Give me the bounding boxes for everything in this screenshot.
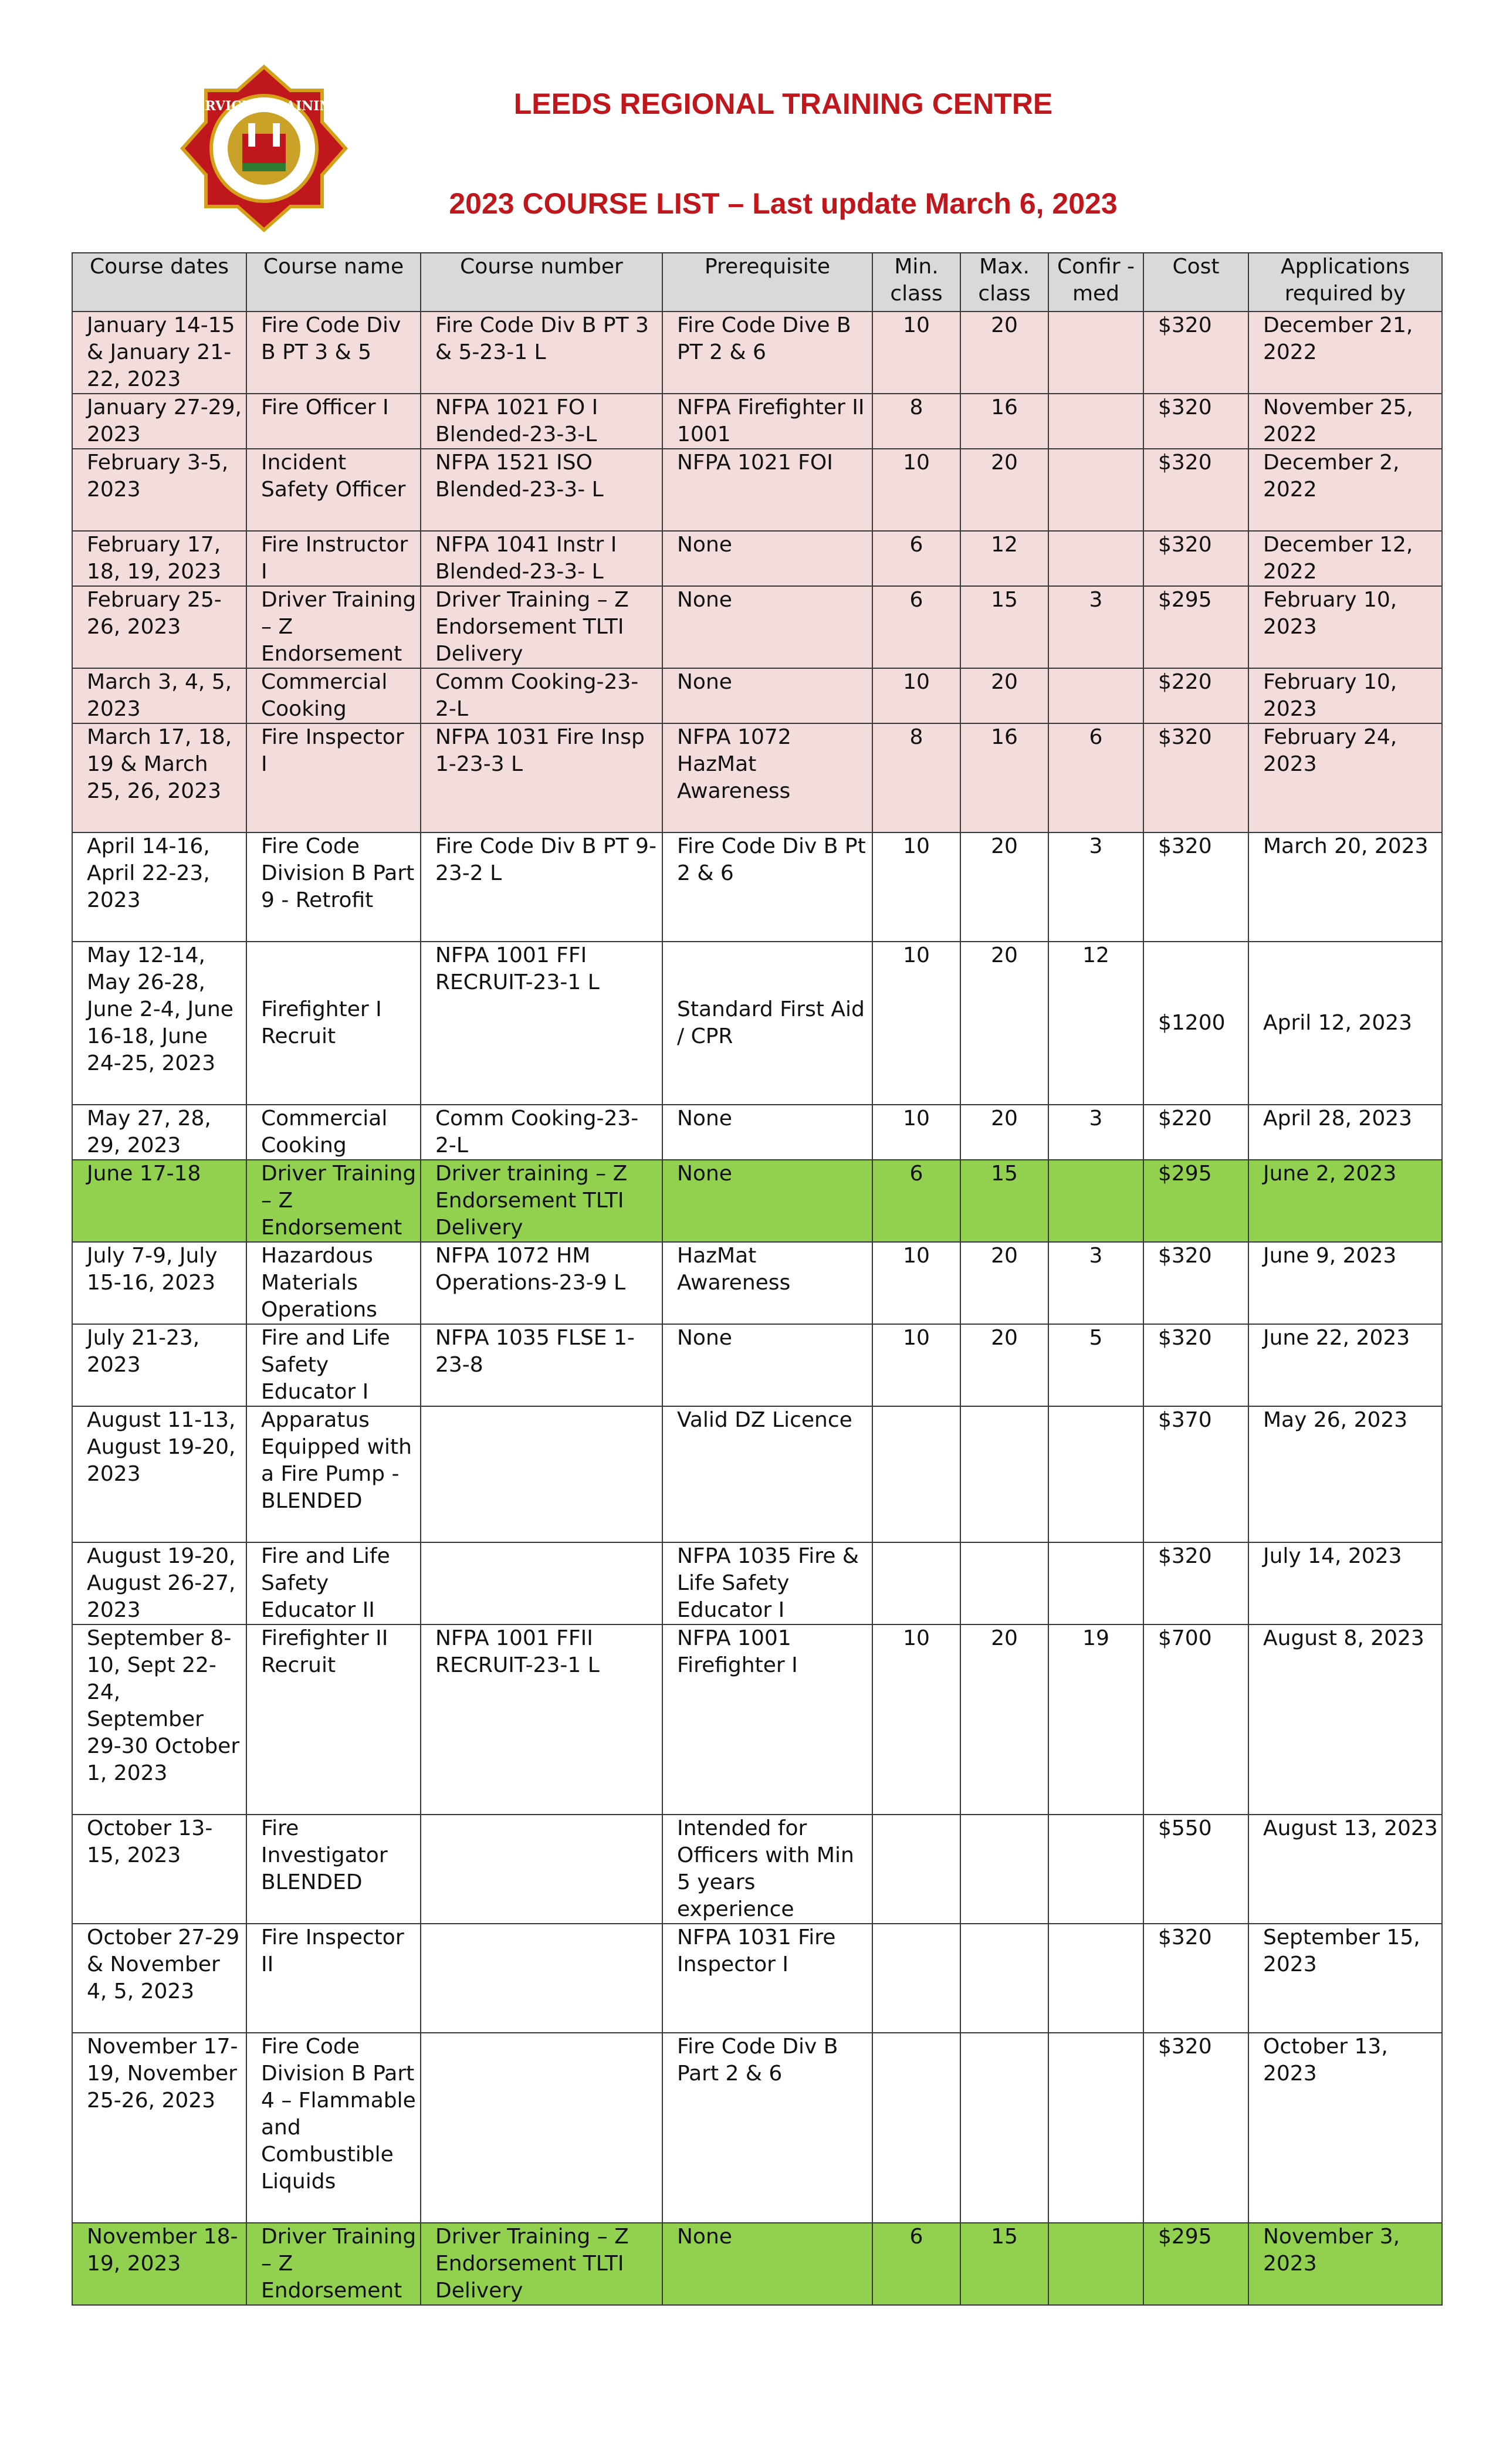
- cell-confirmed: 3: [1048, 1105, 1143, 1160]
- cell-min: 6: [872, 2223, 960, 2305]
- cell-confirmed: [1048, 312, 1143, 394]
- header-max-class: Max. class: [960, 253, 1048, 312]
- cell-min: 6: [872, 531, 960, 586]
- table-row: [72, 312, 1442, 394]
- header-course-name: Course name: [246, 253, 421, 312]
- table-row: [72, 723, 1442, 832]
- cell-confirmed: [1048, 449, 1143, 531]
- cell-apply-by: July 14, 2023: [1248, 1542, 1442, 1624]
- cell-name: Fire Officer I: [246, 394, 421, 449]
- cell-number: NFPA 1021 FO I Blended-23-3-L: [421, 394, 662, 449]
- cell-name: Incident Safety Officer: [246, 449, 421, 531]
- cell-apply-by: August 8, 2023: [1248, 1624, 1442, 1815]
- header-course-dates: Course dates: [72, 253, 246, 312]
- header-min-class: Min. class: [872, 253, 960, 312]
- cell-confirmed: [1048, 1924, 1143, 2033]
- cell-confirmed: 12: [1048, 942, 1143, 1105]
- cell-apply-by: November 25, 2022: [1248, 394, 1442, 449]
- cell-number: NFPA 1521 ISO Blended-23-3- L: [421, 449, 662, 531]
- cell-number: Driver Training – Z Endorsement TLTI Delivery: [421, 2223, 662, 2305]
- cell-dates: January 27-29, 2023: [72, 394, 246, 449]
- cell-confirmed: [1048, 668, 1143, 723]
- cell-dates: January 14-15 & January 21-22, 2023: [72, 312, 246, 394]
- cell-name: Fire Code Division B Part 4 – Flammable and Combustible Liquids: [246, 2033, 421, 2223]
- cell-confirmed: 6: [1048, 723, 1143, 832]
- table-row: [72, 1105, 1442, 1160]
- table-row: [72, 586, 1442, 668]
- cell-min: 10: [872, 1242, 960, 1324]
- table-row: [72, 531, 1442, 586]
- cell-dates: September 8-10, Sept 22-24, September 29-30 October 1, 2023: [72, 1624, 246, 1815]
- cell-confirmed: 3: [1048, 832, 1143, 942]
- cell-cost: $550: [1143, 1815, 1248, 1924]
- cell-dates: May 27, 28, 29, 2023: [72, 1105, 246, 1160]
- cell-max: 20: [960, 1242, 1048, 1324]
- cell-cost: $1200: [1143, 942, 1248, 1105]
- cell-name: Apparatus Equipped with a Fire Pump - BLENDED: [246, 1406, 421, 1542]
- cell-max: [960, 2033, 1048, 2223]
- cell-apply-by: May 26, 2023: [1248, 1406, 1442, 1542]
- cell-prereq: Fire Code Div B Part 2 & 6: [662, 2033, 872, 2223]
- cell-min: [872, 1542, 960, 1624]
- cell-prereq: NFPA 1031 Fire Inspector I: [662, 1924, 872, 2033]
- cell-cost: $320: [1143, 1924, 1248, 2033]
- table-row: [72, 1406, 1442, 1542]
- cell-apply-by: December 2, 2022: [1248, 449, 1442, 531]
- cell-min: 10: [872, 1624, 960, 1815]
- cell-name: Fire Instructor I: [246, 531, 421, 586]
- cell-min: 10: [872, 449, 960, 531]
- cell-min: 8: [872, 394, 960, 449]
- cell-confirmed: [1048, 1160, 1143, 1242]
- cell-number: NFPA 1035 FLSE 1-23-8: [421, 1324, 662, 1406]
- cell-number: NFPA 1001 FFII RECRUIT-23-1 L: [421, 1624, 662, 1815]
- cell-apply-by: April 28, 2023: [1248, 1105, 1442, 1160]
- cell-name: Hazardous Materials Operations: [246, 1242, 421, 1324]
- cell-max: 15: [960, 2223, 1048, 2305]
- cell-apply-by: December 12, 2022: [1248, 531, 1442, 586]
- cell-dates: February 3-5, 2023: [72, 449, 246, 531]
- cell-prereq: NFPA 1021 FOI: [662, 449, 872, 531]
- cell-number: Fire Code Div B PT 9-23-2 L: [421, 832, 662, 942]
- cell-apply-by: December 21, 2022: [1248, 312, 1442, 394]
- header-prerequisite: Prerequisite: [662, 253, 872, 312]
- cell-name: Fire Inspector II: [246, 1924, 421, 2033]
- cell-cost: $295: [1143, 1160, 1248, 1242]
- cell-apply-by: June 22, 2023: [1248, 1324, 1442, 1406]
- cell-confirmed: [1048, 2033, 1143, 2223]
- cell-apply-by: August 13, 2023: [1248, 1815, 1442, 1924]
- cell-name: Commercial Cooking: [246, 1105, 421, 1160]
- cell-prereq: HazMat Awareness: [662, 1242, 872, 1324]
- table-row: [72, 668, 1442, 723]
- cell-dates: November 18-19, 2023: [72, 2223, 246, 2305]
- cell-number: NFPA 1001 FFI RECRUIT-23-1 L: [421, 942, 662, 1105]
- cell-max: 20: [960, 312, 1048, 394]
- cell-prereq: Fire Code Div B Pt 2 & 6: [662, 832, 872, 942]
- cell-apply-by: April 12, 2023: [1248, 942, 1442, 1105]
- table-row: [72, 1242, 1442, 1324]
- cell-max: [960, 1924, 1048, 2033]
- cell-confirmed: 3: [1048, 586, 1143, 668]
- cell-name: Fire and Life Safety Educator I: [246, 1324, 421, 1406]
- cell-min: 10: [872, 942, 960, 1105]
- cell-name: Firefighter I Recruit: [246, 942, 421, 1105]
- cell-dates: October 27-29 & November 4, 5, 2023: [72, 1924, 246, 2033]
- table-row: [72, 2223, 1442, 2305]
- cell-number: [421, 1815, 662, 1924]
- cell-min: [872, 1924, 960, 2033]
- logo-text: TLTI EMERGENCY SERVICES TRAINING CENTRE Est. 2010: [46, 99, 482, 114]
- table-row: [72, 394, 1442, 449]
- cell-max: 20: [960, 449, 1048, 531]
- cell-cost: $320: [1143, 449, 1248, 531]
- cell-confirmed: 5: [1048, 1324, 1143, 1406]
- cell-confirmed: [1048, 1406, 1143, 1542]
- cell-cost: $295: [1143, 586, 1248, 668]
- cell-apply-by: June 9, 2023: [1248, 1242, 1442, 1324]
- cell-prereq: Fire Code Dive B PT 2 & 6: [662, 312, 872, 394]
- cell-number: [421, 1542, 662, 1624]
- cell-prereq: None: [662, 531, 872, 586]
- cell-dates: October 13-15, 2023: [72, 1815, 246, 1924]
- cell-name: Fire Investigator BLENDED: [246, 1815, 421, 1924]
- cell-min: 6: [872, 1160, 960, 1242]
- cell-max: 20: [960, 1624, 1048, 1815]
- table-header-row: [72, 253, 1442, 312]
- cell-cost: $320: [1143, 2033, 1248, 2223]
- cell-number: [421, 1406, 662, 1542]
- cell-dates: March 17, 18, 19 & March 25, 26, 2023: [72, 723, 246, 832]
- cell-min: 10: [872, 312, 960, 394]
- cell-apply-by: November 3, 2023: [1248, 2223, 1442, 2305]
- table-row: [72, 1624, 1442, 1815]
- table-row: [72, 942, 1442, 1105]
- cell-min: 6: [872, 586, 960, 668]
- cell-max: 16: [960, 394, 1048, 449]
- cell-name: Fire and Life Safety Educator II: [246, 1542, 421, 1624]
- list-title: 2023 COURSE LIST – Last update March 6, 2023: [449, 187, 1118, 220]
- cell-number: NFPA 1041 Instr I Blended-23-3- L: [421, 531, 662, 586]
- cell-prereq: Standard First Aid / CPR: [662, 942, 872, 1105]
- cell-cost: $320: [1143, 1242, 1248, 1324]
- cell-max: 15: [960, 586, 1048, 668]
- cell-cost: $295: [1143, 2223, 1248, 2305]
- header-cost: Cost: [1143, 253, 1248, 312]
- cell-cost: $320: [1143, 1324, 1248, 1406]
- cell-prereq: NFPA 1072 HazMat Awareness: [662, 723, 872, 832]
- table-row: [72, 1160, 1442, 1242]
- cell-cost: $220: [1143, 668, 1248, 723]
- cell-max: 20: [960, 942, 1048, 1105]
- tlti-logo: [46, 63, 482, 233]
- cell-name: Commercial Cooking: [246, 668, 421, 723]
- cell-apply-by: October 13, 2023: [1248, 2033, 1442, 2223]
- cell-name: Firefighter II Recruit: [246, 1624, 421, 1815]
- cell-max: 20: [960, 1105, 1048, 1160]
- cell-prereq: NFPA 1001 Firefighter I: [662, 1624, 872, 1815]
- cell-dates: February 17, 18, 19, 2023: [72, 531, 246, 586]
- cell-name: Fire Code Div B PT 3 & 5: [246, 312, 421, 394]
- cell-max: 12: [960, 531, 1048, 586]
- cell-max: 16: [960, 723, 1048, 832]
- cell-dates: November 17-19, November 25-26, 2023: [72, 2033, 246, 2223]
- cell-prereq: None: [662, 668, 872, 723]
- cell-min: [872, 1815, 960, 1924]
- cell-number: Driver Training – Z Endorsement TLTI Delivery: [421, 586, 662, 668]
- cell-max: [960, 1542, 1048, 1624]
- cell-max: [960, 1406, 1048, 1542]
- cell-apply-by: March 20, 2023: [1248, 832, 1442, 942]
- header-confirmed: Confir -med: [1048, 253, 1143, 312]
- cell-min: [872, 2033, 960, 2223]
- cell-dates: July 21-23, 2023: [72, 1324, 246, 1406]
- cell-max: 20: [960, 832, 1048, 942]
- cell-apply-by: February 10, 2023: [1248, 586, 1442, 668]
- cell-confirmed: [1048, 531, 1143, 586]
- cell-min: 8: [872, 723, 960, 832]
- table-row: [72, 2033, 1442, 2223]
- cell-cost: $320: [1143, 531, 1248, 586]
- header-applications-by: Applications required by: [1248, 253, 1442, 312]
- cell-name: Driver Training – Z Endorsement: [246, 586, 421, 668]
- cell-prereq: None: [662, 1324, 872, 1406]
- cell-confirmed: [1048, 394, 1143, 449]
- cell-dates: August 11-13, August 19-20, 2023: [72, 1406, 246, 1542]
- table-row: [72, 449, 1442, 531]
- cell-name: Driver Training – Z Endorsement: [246, 1160, 421, 1242]
- cell-confirmed: 3: [1048, 1242, 1143, 1324]
- cell-max: 15: [960, 1160, 1048, 1242]
- cell-apply-by: June 2, 2023: [1248, 1160, 1442, 1242]
- cell-min: [872, 1406, 960, 1542]
- cell-prereq: None: [662, 2223, 872, 2305]
- cell-dates: August 19-20, August 26-27, 2023: [72, 1542, 246, 1624]
- cell-number: Comm Cooking-23-2-L: [421, 668, 662, 723]
- cell-confirmed: 19: [1048, 1624, 1143, 1815]
- cell-apply-by: February 24, 2023: [1248, 723, 1442, 832]
- cell-number: Driver training – Z Endorsement TLTI Delivery: [421, 1160, 662, 1242]
- table-row: [72, 832, 1442, 942]
- cell-cost: $320: [1143, 312, 1248, 394]
- table-row: [72, 1815, 1442, 1924]
- cell-dates: February 25-26, 2023: [72, 586, 246, 668]
- header-course-number: Course number: [421, 253, 662, 312]
- table-row: [72, 1324, 1442, 1406]
- cell-min: 10: [872, 668, 960, 723]
- cell-cost: $320: [1143, 723, 1248, 832]
- cell-dates: April 14-16, April 22-23, 2023: [72, 832, 246, 942]
- org-title: LEEDS REGIONAL TRAINING CENTRE: [513, 87, 1053, 120]
- cell-apply-by: February 10, 2023: [1248, 668, 1442, 723]
- cell-max: [960, 1815, 1048, 1924]
- cell-prereq: Valid DZ Licence: [662, 1406, 872, 1542]
- table-row: [72, 1542, 1442, 1624]
- cell-prereq: None: [662, 1105, 872, 1160]
- cell-cost: $220: [1143, 1105, 1248, 1160]
- cell-number: [421, 2033, 662, 2223]
- cell-apply-by: September 15, 2023: [1248, 1924, 1442, 2033]
- table-row: [72, 1924, 1442, 2033]
- cell-number: Fire Code Div B PT 3 & 5-23-1 L: [421, 312, 662, 394]
- cell-number: [421, 1924, 662, 2033]
- cell-dates: May 12-14, May 26-28, June 2-4, June 16-18, June 24-25, 2023: [72, 942, 246, 1105]
- cell-cost: $320: [1143, 1542, 1248, 1624]
- cell-number: NFPA 1072 HM Operations-23-9 L: [421, 1242, 662, 1324]
- cell-name: Driver Training – Z Endorsement: [246, 2223, 421, 2305]
- cell-cost: $320: [1143, 832, 1248, 942]
- cell-dates: June 17-18: [72, 1160, 246, 1242]
- course-table: [72, 252, 1443, 2306]
- cell-confirmed: [1048, 1815, 1143, 1924]
- cell-prereq: None: [662, 586, 872, 668]
- cell-prereq: Intended for Officers with Min 5 years experience: [662, 1815, 872, 1924]
- cell-prereq: NFPA 1035 Fire & Life Safety Educator I: [662, 1542, 872, 1624]
- cell-max: 20: [960, 1324, 1048, 1406]
- cell-prereq: NFPA Firefighter II 1001: [662, 394, 872, 449]
- cell-min: 10: [872, 1324, 960, 1406]
- cell-confirmed: [1048, 2223, 1143, 2305]
- cell-dates: March 3, 4, 5, 2023: [72, 668, 246, 723]
- cell-dates: July 7-9, July 15-16, 2023: [72, 1242, 246, 1324]
- cell-confirmed: [1048, 1542, 1143, 1624]
- cell-cost: $370: [1143, 1406, 1248, 1542]
- cell-name: Fire Inspector I: [246, 723, 421, 832]
- cell-cost: $320: [1143, 394, 1248, 449]
- cell-number: Comm Cooking-23-2-L: [421, 1105, 662, 1160]
- cell-max: 20: [960, 668, 1048, 723]
- cell-number: NFPA 1031 Fire Insp 1-23-3 L: [421, 723, 662, 832]
- cell-prereq: None: [662, 1160, 872, 1242]
- cell-min: 10: [872, 1105, 960, 1160]
- cell-name: Fire Code Division B Part 9 - Retrofit: [246, 832, 421, 942]
- cell-cost: $700: [1143, 1624, 1248, 1815]
- cell-min: 10: [872, 832, 960, 942]
